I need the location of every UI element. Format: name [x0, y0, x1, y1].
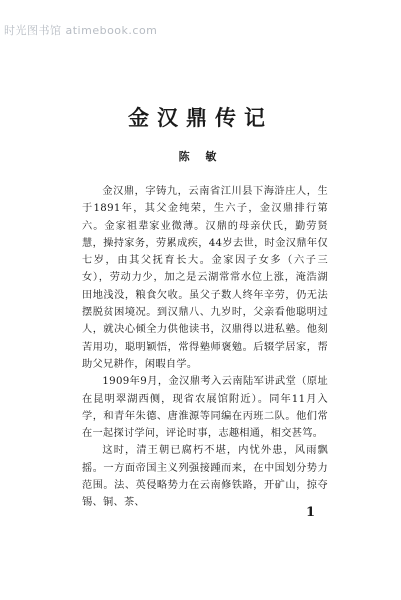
page-number: 1 — [306, 505, 316, 520]
paragraph: 1909年9月，金汉鼎考入云南陆军讲武堂（原址在昆明翠湖西侧，现省农展馆附近）。同年11月入学，和青年朱德、唐淮源等同编在丙班二队。他们常在一起探讨学问，评论时事，志趣相通，相交甚笃。 — [82, 376, 328, 440]
watermark: 时光图书馆 atimebook.com — [4, 24, 158, 37]
author-name: 陈 敏 — [178, 150, 223, 163]
paragraph: 这时，清王朝已腐朽不堪，内忧外患，风雨飘摇。一方面帝国主义列强接踵而来，在中国划分势力范围。法、英侵略势力在云南修铁路，开矿山，掠夺锡、铜、茶、 — [82, 445, 328, 509]
page-title: 金汉鼎传记 — [128, 105, 273, 130]
body-text — [82, 183, 328, 512]
paragraph: 金汉鼎，字铸九，云南省江川县下海浒庄人，生于1891年，其父金纯荣，生六子，金汉鼎排行第六。金家祖辈家业微薄。汉鼎的母亲伏氏，勤劳贤慧，操持家务，劳累成疾，44岁去世，时金汉鼎年仅七岁，由其父抚育长大。金家因子女多（六子三女），劳动力少，加之是云湖常常水位上涨，淹浩湖田地浅没，粮食欠收。虽父子数人终年辛劳，仍无法摆脱贫困境况。到汉鼎八、九岁时，父亲看他聪明过人，就决心倾全力供他读书，汉鼎得以进私塾。他刻苦用功，聪明颖悟，常得塾师褒勉。后辍学居家，帮助父兄耕作，闲暇自学。 — [82, 186, 328, 370]
